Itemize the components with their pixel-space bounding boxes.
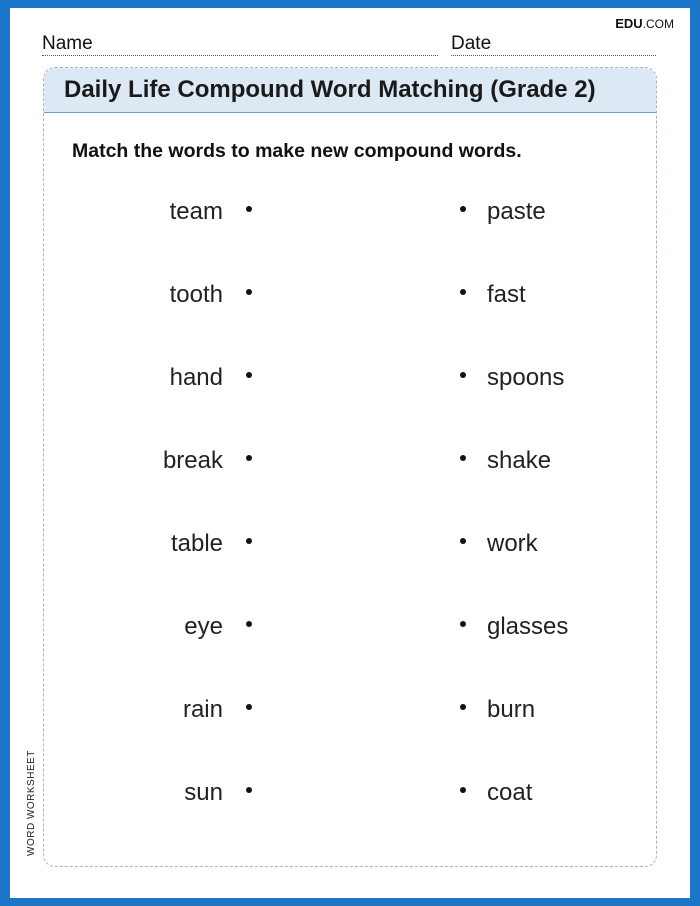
right-dot[interactable] bbox=[460, 787, 466, 793]
right-dot[interactable] bbox=[460, 372, 466, 378]
right-dot[interactable] bbox=[460, 621, 466, 627]
right-dot[interactable] bbox=[460, 704, 466, 710]
right-word: burn bbox=[487, 696, 536, 723]
match-row bbox=[44, 696, 656, 726]
side-label: WORD WORKSHEET bbox=[26, 750, 37, 856]
left-word: tooth bbox=[169, 281, 223, 308]
right-word: fast bbox=[487, 281, 526, 308]
right-dot[interactable] bbox=[460, 538, 466, 544]
left-word: team bbox=[169, 198, 223, 225]
right-dot[interactable] bbox=[460, 455, 466, 461]
right-word: coat bbox=[487, 779, 533, 806]
left-dot[interactable] bbox=[246, 455, 252, 461]
right-word: shake bbox=[487, 447, 552, 474]
left-word: table bbox=[170, 530, 223, 557]
name-field[interactable] bbox=[42, 33, 438, 56]
left-word: eye bbox=[184, 613, 223, 640]
brand-suffix: .COM bbox=[642, 17, 674, 31]
date-label: Date bbox=[451, 33, 492, 54]
match-row bbox=[44, 779, 656, 809]
left-word: break bbox=[162, 447, 223, 474]
right-word: paste bbox=[487, 198, 546, 225]
match-row bbox=[44, 281, 656, 311]
match-row bbox=[44, 613, 656, 643]
left-dot[interactable] bbox=[246, 704, 252, 710]
match-row bbox=[44, 198, 656, 228]
left-dot[interactable] bbox=[246, 621, 252, 627]
title-bar bbox=[44, 68, 656, 113]
right-word: work bbox=[487, 530, 538, 557]
right-word: spoons bbox=[487, 364, 565, 391]
worksheet-title: Daily Life Compound Word Matching (Grade 2) bbox=[64, 76, 596, 103]
match-row bbox=[44, 364, 656, 394]
brand-logo bbox=[615, 16, 674, 31]
right-word: glasses bbox=[487, 613, 569, 640]
name-label: Name bbox=[42, 33, 93, 54]
match-row bbox=[44, 530, 656, 560]
left-word: hand bbox=[169, 364, 223, 391]
left-dot[interactable] bbox=[246, 372, 252, 378]
brand-main: EDU bbox=[615, 16, 643, 31]
left-dot[interactable] bbox=[246, 206, 252, 212]
left-dot[interactable] bbox=[246, 289, 252, 295]
worksheet-card bbox=[43, 67, 657, 867]
right-dot[interactable] bbox=[460, 289, 466, 295]
instructions: Match the words to make new compound words. bbox=[72, 140, 522, 162]
worksheet-page bbox=[10, 8, 690, 898]
left-word: sun bbox=[184, 779, 223, 806]
left-dot[interactable] bbox=[246, 787, 252, 793]
match-row bbox=[44, 447, 656, 477]
date-field[interactable] bbox=[451, 33, 656, 56]
right-dot[interactable] bbox=[460, 206, 466, 212]
left-dot[interactable] bbox=[246, 538, 252, 544]
left-word: rain bbox=[182, 696, 223, 723]
